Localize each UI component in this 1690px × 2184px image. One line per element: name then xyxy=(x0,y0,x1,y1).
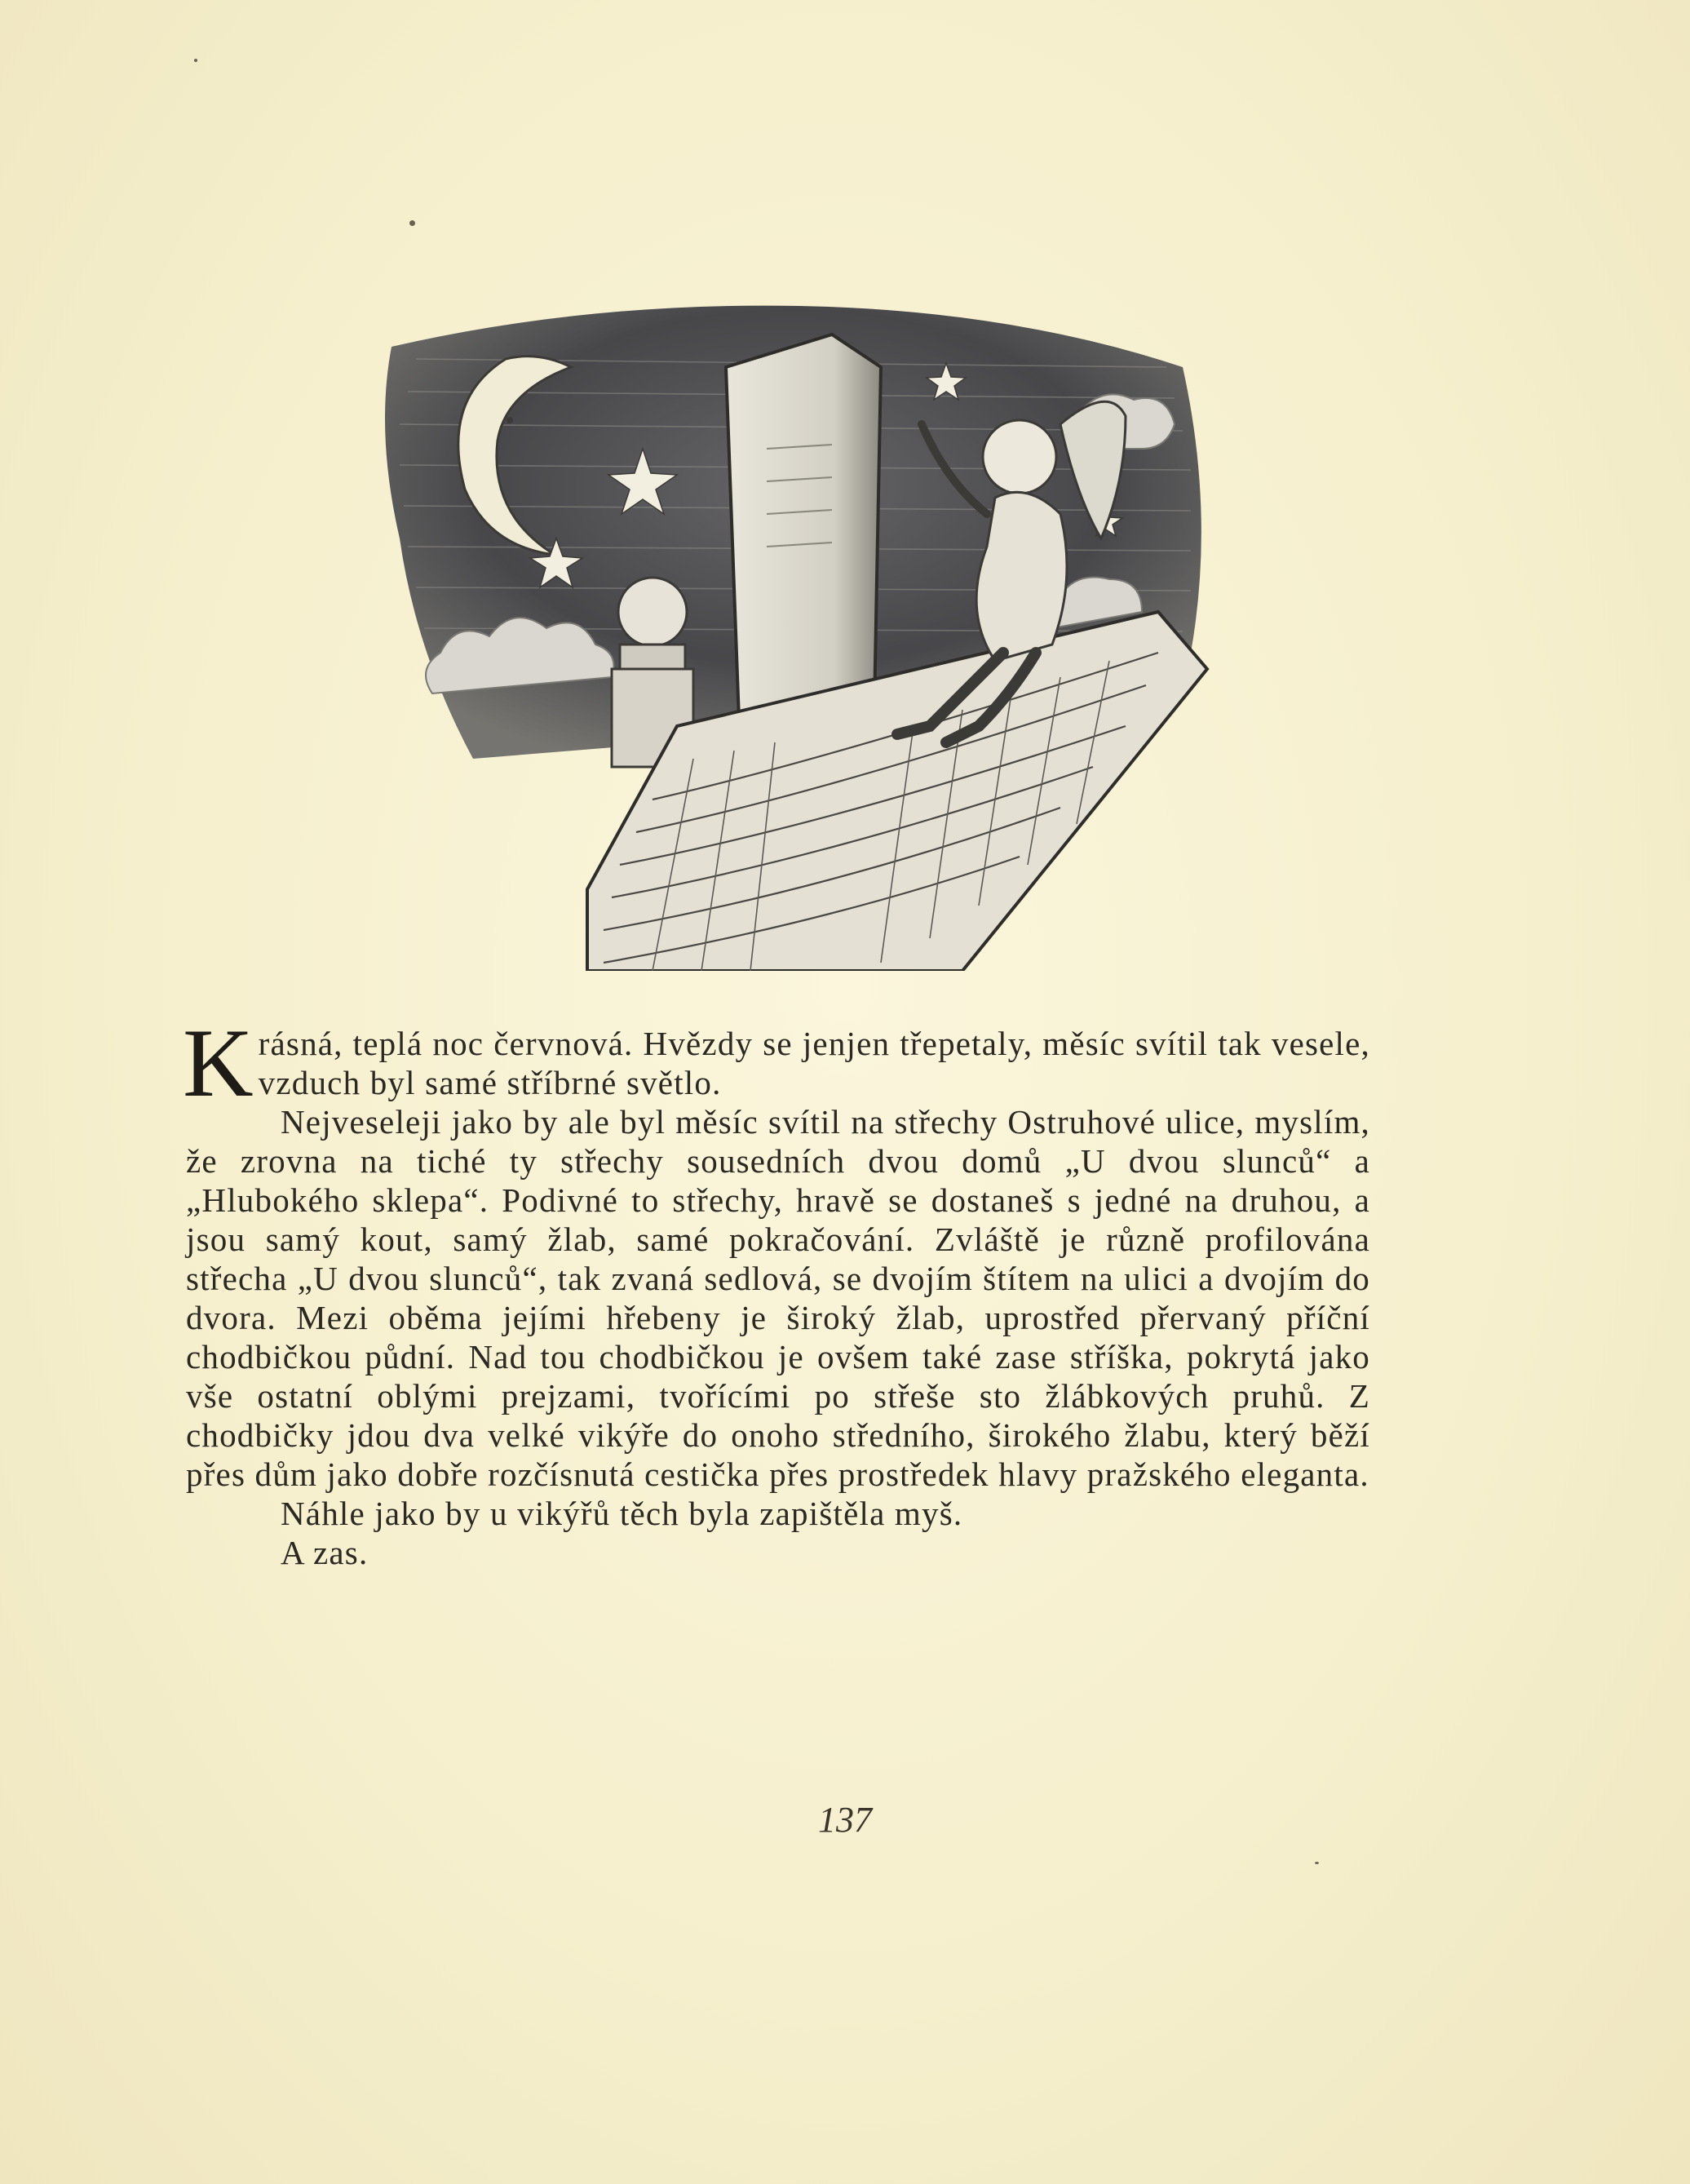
drop-cap: K xyxy=(183,1008,254,1117)
paper-speck xyxy=(1315,1862,1319,1864)
paragraph: Náhle jako by u vikýřů těch byla zapištěla myš. xyxy=(281,1495,963,1532)
paper-speck xyxy=(194,59,197,62)
opening-paragraph-text: rásná, teplá noc červnová. Hvězdy se jenjen třepetaly, měsíc svítil tak vesele, vzduch byl samé stříbrné světlo. xyxy=(258,1025,1370,1101)
opening-paragraph xyxy=(183,1008,1370,1117)
paragraph: A zas. xyxy=(281,1534,369,1571)
body-text xyxy=(183,1008,1370,1572)
night-roof-cherub-illustration xyxy=(343,269,1240,971)
page-number: 137 xyxy=(818,1800,872,1840)
paper-speck xyxy=(409,220,415,226)
paragraph: Nejveseleji jako by ale byl měsíc svítil na střechy Ostruhové ulice, myslím, že zrovna na tiché ty střechy sousedních dvou domů „U dvou slunců“ a „Hlubokého sklepa“. Podivné to střechy, hravě se dostaneš s jedné na druhou, a jsou samý kout, samý žlab, samé pokračování. Zvláště je různě profilována střecha „U dvou slunců“, tak zvaná sedlová, se dvojím štítem na ulici a dvojím do dvora. Mezi oběma jejími hřebeny je široký žlab, uprostřed přervaný příční chodbičkou půdní. Nad tou chodbičkou je ovšem také zase stříška, pokrytá jako vše ostatní oblými prejzami, tvořícími po střeše sto žlábkových pruhů. Z chodbičky jdou dva velké vikýře do onoho středního, širokého žlabu, který běží přes dům jako dobře rozčísnutá cestička přes prostředek hlavy pražského eleganta. xyxy=(186,1103,1370,1493)
